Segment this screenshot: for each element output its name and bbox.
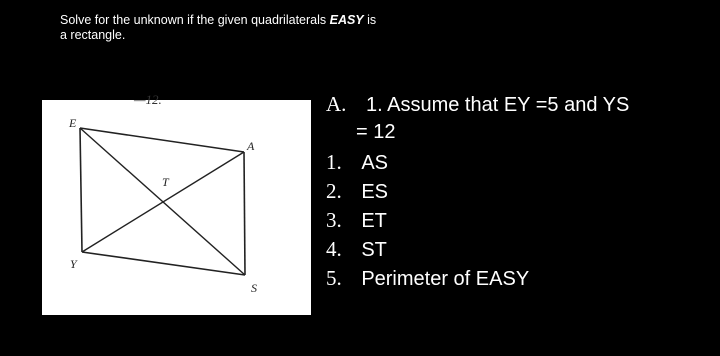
side-as	[244, 152, 245, 275]
vertex-label-y: Y	[70, 257, 77, 271]
prompt-line-1-prefix: Solve for the unknown if the given quadrilaterals	[60, 13, 330, 27]
prompt-line-1	[60, 13, 376, 28]
question-text: ES	[361, 181, 388, 203]
side-ye	[80, 128, 82, 252]
question-item	[326, 237, 387, 262]
rectangle-figure	[42, 92, 311, 315]
vertex-label-s: S	[251, 281, 257, 295]
side-sy	[82, 252, 245, 275]
question-text: ST	[361, 239, 387, 261]
vertex-label-a: A	[247, 139, 255, 153]
question-number: 4.	[326, 237, 342, 261]
question-item	[326, 208, 387, 233]
rectangle-diagram	[42, 92, 311, 315]
prompt-line-1-suffix: is	[363, 13, 377, 27]
given-line-1	[326, 92, 629, 117]
question-item	[326, 150, 388, 175]
question-number: 2.	[326, 179, 342, 203]
prompt-line-2: a rectangle.	[60, 28, 126, 42]
diagonal-ya	[82, 152, 244, 252]
vertex-label-e: E	[69, 116, 77, 130]
question-text: ET	[361, 210, 387, 232]
problem-prompt	[60, 13, 376, 43]
question-item	[326, 266, 529, 291]
question-number: 5.	[326, 266, 342, 290]
question-text: AS	[361, 152, 388, 174]
side-ea	[80, 128, 244, 152]
question-number: 3.	[326, 208, 342, 232]
question-item	[326, 179, 388, 204]
prompt-quadrilateral-name: EASY	[329, 13, 364, 27]
center-label-t: T	[162, 175, 169, 189]
question-number: 1.	[326, 150, 342, 174]
given-text-1: 1. Assume that EY =5 and YS	[365, 94, 630, 116]
section-letter: A.	[326, 92, 347, 116]
question-text: Perimeter of EASY	[361, 268, 530, 290]
given-line-2: = 12	[356, 121, 396, 143]
top-side-label: —12.	[134, 92, 162, 107]
